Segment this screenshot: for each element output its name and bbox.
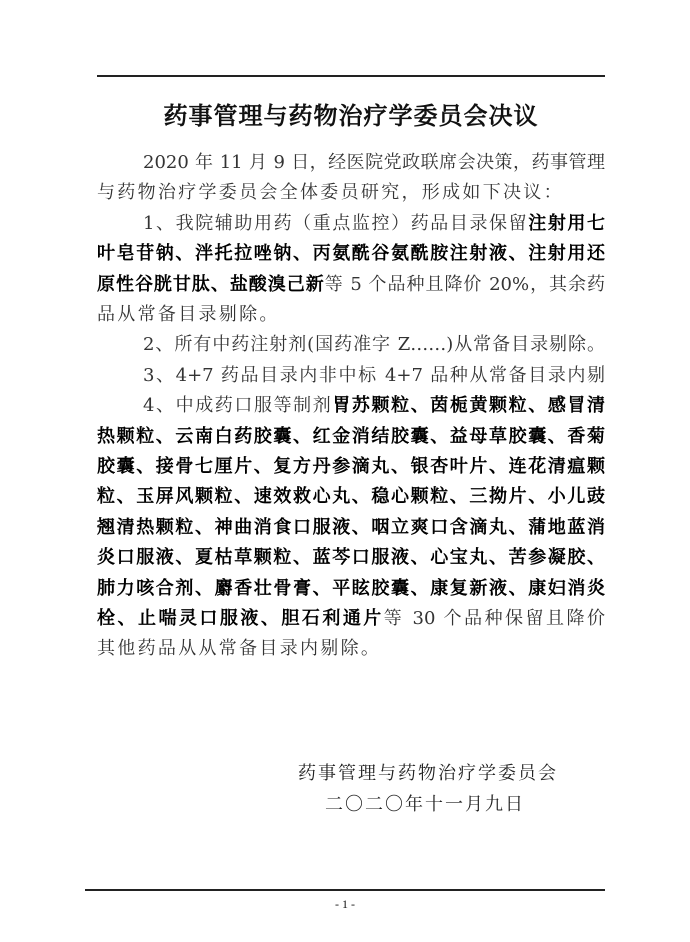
body-line <box>143 333 605 357</box>
body-text: 等 30 个品种保留且降价 <box>383 608 605 629</box>
body-text: 1、我院辅助用药（重点监控）药品目录保留 <box>143 212 529 234</box>
body-line <box>97 516 605 540</box>
signature-date: 二〇二〇年十一月九日 <box>325 794 525 815</box>
signature-organization: 药事管理与药物治疗学委员会 <box>298 763 558 784</box>
body-text: 4、中成药口服等制剂 <box>143 395 333 417</box>
body-line <box>97 455 605 479</box>
body-line <box>97 425 605 449</box>
body-line <box>143 394 605 418</box>
body-text: 2、所有中药注射剂(国药准字 Z……)从常备目录剔除。 <box>143 334 605 356</box>
drug-name-text: 肺力咳合剂、麝香壮骨膏、平眩胶囊、康复新液、康妇消炎 <box>97 577 605 599</box>
page-number: - 1 - <box>335 897 355 911</box>
drug-name-text: 原性谷胱甘肽、盐酸溴己新 <box>97 273 325 295</box>
body-line <box>97 303 605 327</box>
body-text: 其他药品从从常备目录内剔除。 <box>97 638 382 660</box>
body-text: 3、4+7 药品目录内非中标 4+7 品种从常备目录内剔 <box>143 364 605 386</box>
body-line <box>97 607 605 631</box>
body-line <box>97 485 605 509</box>
body-line <box>97 242 605 266</box>
body-line <box>97 546 605 570</box>
body-line <box>143 151 605 175</box>
drug-name-text: 热颗粒、云南白药胶囊、红金消结胶囊、益母草胶囊、香菊 <box>97 425 605 447</box>
body-line <box>143 364 605 388</box>
drug-name-text: 翘清热颗粒、神曲消食口服液、咽立爽口含滴丸、蒲地蓝消 <box>97 516 605 538</box>
body-text: 等 5 个品种且降价 20%，其余药 <box>324 273 605 295</box>
body-line <box>143 212 605 236</box>
header-rule <box>97 75 605 77</box>
drug-name-text: 注射用七 <box>528 212 605 234</box>
body-line <box>97 181 605 205</box>
footer-rule <box>85 889 605 891</box>
body-text: 2020 年 11 月 9 日，经医院党政联席会决策，药事管理 <box>143 152 605 173</box>
drug-name-text: 炎口服液、夏枯草颗粒、蓝芩口服液、心宝丸、苦参凝胶、 <box>97 547 605 569</box>
drug-name-text: 栓、止喘灵口服液、胆石利通片 <box>97 608 384 629</box>
drug-name-text: 叶皂苷钠、泮托拉唑钠、丙氨酰谷氨酰胺注射液、注射用还 <box>97 243 605 265</box>
drug-name-text: 粒、玉屏风颗粒、速效救心丸、稳心颗粒、三拗片、小儿豉 <box>97 486 605 508</box>
body-text: 与药物治疗学委员会全体委员研究，形成如下决议： <box>97 182 564 204</box>
body-line <box>97 577 605 601</box>
body-line <box>97 637 605 661</box>
body-text: 品从常备目录剔除。 <box>97 304 280 325</box>
body-line <box>97 273 605 297</box>
document-title: 药事管理与药物治疗学委员会决议 <box>163 102 539 130</box>
drug-name-text: 胃苏颗粒、茵栀黄颗粒、感冒清 <box>332 395 605 417</box>
drug-name-text: 胶囊、接骨七厘片、复方丹参滴丸、银杏叶片、连花清瘟颗 <box>97 456 605 477</box>
